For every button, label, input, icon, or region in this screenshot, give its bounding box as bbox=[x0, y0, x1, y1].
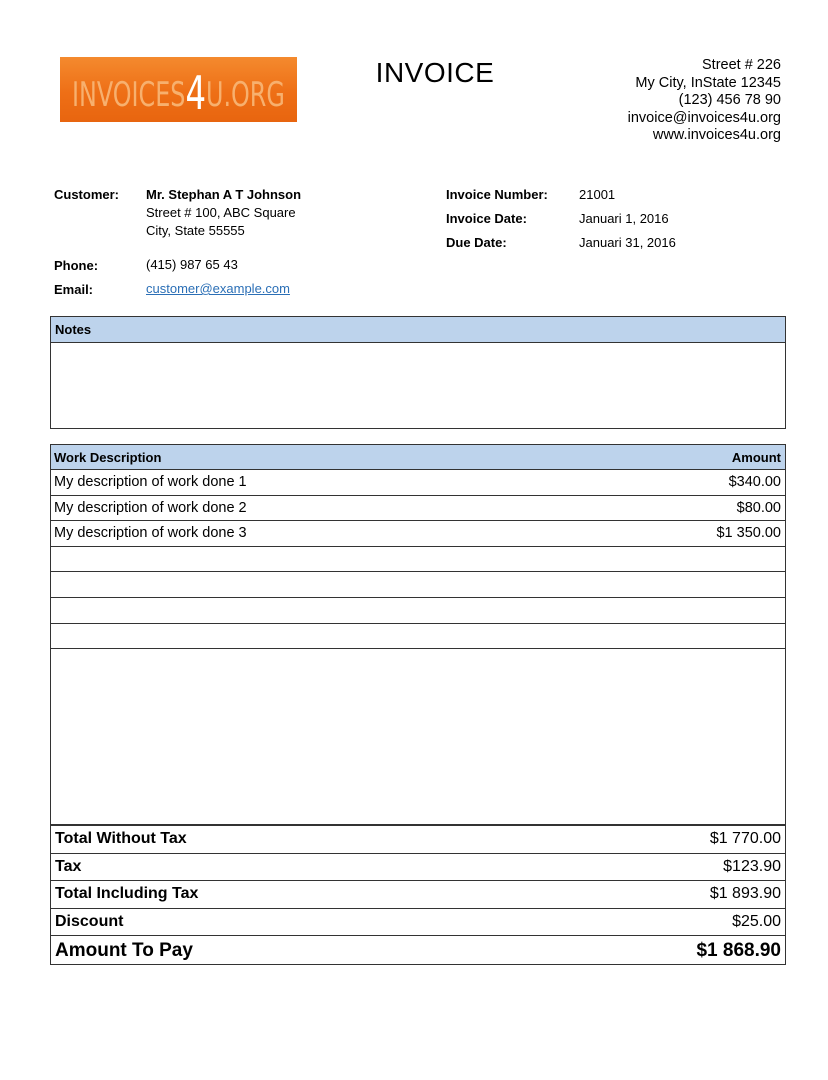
work-amount: $80.00 bbox=[736, 499, 781, 516]
work-table-header bbox=[51, 445, 785, 470]
discount-value: $25.00 bbox=[732, 912, 781, 930]
logo-text-suffix: U.ORG bbox=[206, 74, 285, 115]
discount-row bbox=[51, 908, 785, 936]
table-row bbox=[51, 496, 785, 522]
total-without-tax-label: Total Without Tax bbox=[55, 830, 187, 848]
total-including-tax-row bbox=[51, 880, 785, 908]
company-address-block bbox=[628, 57, 781, 145]
notes-header: Notes bbox=[51, 317, 785, 343]
total-including-tax-label: Total Including Tax bbox=[55, 885, 199, 903]
invoice-date-label: Invoice Date: bbox=[446, 211, 527, 226]
amount-to-pay-row bbox=[51, 935, 785, 965]
customer-name: Mr. Stephan A T Johnson bbox=[146, 187, 302, 202]
company-website: www.invoices4u.org bbox=[652, 127, 781, 143]
table-row bbox=[51, 598, 785, 624]
total-without-tax-value: $1 770.00 bbox=[709, 830, 781, 848]
invoice-number-label: Invoice Number: bbox=[446, 187, 548, 202]
company-email: invoice@invoices4u.org bbox=[627, 109, 781, 126]
work-description-header: Work Description bbox=[54, 449, 162, 465]
logo-text bbox=[72, 63, 285, 120]
invoice-number: 21001 bbox=[579, 187, 616, 202]
work-description: My description of work done 2 bbox=[54, 499, 247, 516]
totals-table bbox=[50, 825, 786, 965]
logo-text-prefix: INVOICES bbox=[72, 74, 186, 115]
work-description: My description of work done 3 bbox=[54, 525, 247, 542]
customer-address-line2: City, State 55555 bbox=[146, 223, 245, 238]
tax-row bbox=[51, 853, 785, 881]
table-row bbox=[51, 470, 785, 496]
customer-email-link[interactable]: customer@example.com bbox=[146, 281, 290, 296]
due-date-label: Due Date: bbox=[446, 235, 507, 250]
company-city: My City, InState 12345 bbox=[635, 74, 781, 91]
notes-content bbox=[51, 343, 785, 351]
amount-header: Amount bbox=[731, 449, 781, 465]
due-date: Januari 31, 2016 bbox=[579, 235, 676, 250]
tax-value: $123.90 bbox=[723, 857, 781, 875]
company-logo bbox=[60, 57, 297, 122]
customer-address-line1: Street # 100, ABC Square bbox=[146, 205, 296, 220]
work-table bbox=[50, 444, 786, 825]
amount-to-pay-value: $1 868.90 bbox=[696, 939, 781, 961]
logo-text-accent: 4 bbox=[185, 65, 207, 120]
table-row bbox=[51, 572, 785, 598]
tax-label: Tax bbox=[55, 857, 82, 875]
total-including-tax-value: $1 893.90 bbox=[709, 885, 781, 903]
invoice-date: Januari 1, 2016 bbox=[579, 211, 669, 226]
phone-label: Phone: bbox=[54, 258, 99, 273]
customer-phone: (415) 987 65 43 bbox=[146, 257, 238, 272]
page-title: INVOICE bbox=[375, 57, 495, 88]
company-street: Street # 226 bbox=[702, 57, 781, 73]
amount-to-pay-label: Amount To Pay bbox=[55, 939, 193, 961]
email-label: Email: bbox=[54, 282, 94, 297]
table-row bbox=[51, 521, 785, 547]
work-description: My description of work done 1 bbox=[54, 474, 247, 491]
discount-label: Discount bbox=[55, 912, 124, 930]
company-phone: (123) 456 78 90 bbox=[678, 92, 781, 108]
customer-label: Customer: bbox=[54, 187, 120, 202]
table-row bbox=[51, 547, 785, 573]
notes-section bbox=[50, 316, 786, 429]
total-without-tax-row bbox=[51, 825, 785, 853]
work-amount: $1 350.00 bbox=[716, 525, 781, 542]
table-row bbox=[51, 624, 785, 650]
work-amount: $340.00 bbox=[728, 474, 781, 491]
